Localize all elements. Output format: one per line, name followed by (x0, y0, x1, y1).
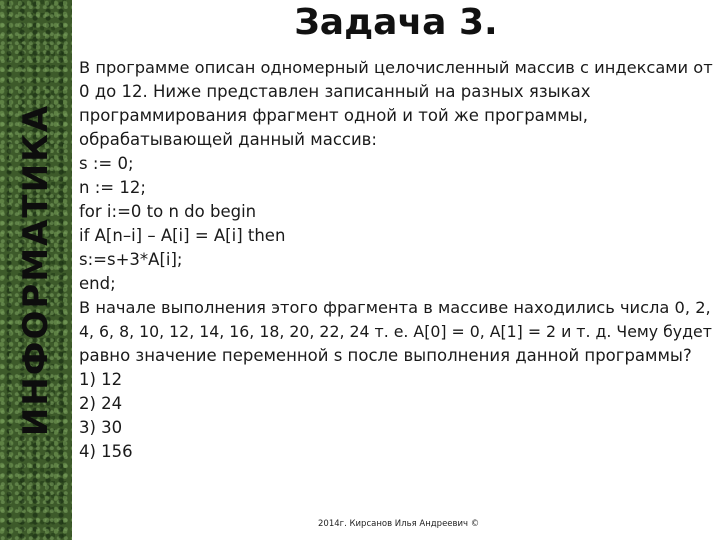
footer-copyright: 2014г. Кирсанов Илья Андреевич © (318, 519, 480, 529)
code-line: for i:=0 to n do begin (79, 202, 257, 221)
text-line: В программе описан одномерный целочисленный массив с индексами от (79, 58, 713, 77)
text-line: равно значение переменной s после выполнения данной программы? (79, 346, 692, 365)
side-band (0, 0, 72, 540)
code-line: n := 12; (79, 178, 146, 197)
text-line: программирования фрагмент одной и той же программы, (79, 106, 588, 125)
text-line: В начале выполнения этого фрагмента в массиве находились числа 0, 2, (79, 298, 711, 317)
answer-option: 1) 12 (79, 370, 123, 389)
text-line: 0 до 12. Ниже представлен записанный на разных языках (79, 82, 591, 101)
code-line: s := 0; (79, 154, 134, 173)
code-line: s:=s+3*A[i]; (79, 250, 183, 269)
code-line: if A[n–i] – A[i] = A[i] then (79, 226, 286, 245)
text-line: обрабатывающей данный массив: (79, 130, 377, 149)
answer-option: 2) 24 (79, 394, 123, 413)
code-line: end; (79, 274, 116, 293)
answer-option: 3) 30 (79, 418, 123, 437)
text-line: 4, 6, 8, 10, 12, 14, 16, 18, 20, 22, 24 т. е. A[0] = 0, A[1] = 2 и т. д. Чему будет (79, 322, 712, 341)
task-text (79, 56, 717, 464)
answer-option: 4) 156 (79, 442, 133, 461)
page-title: Задача 3. (294, 2, 498, 43)
side-subject-label: ИНФОРМАТИКА (16, 103, 56, 437)
